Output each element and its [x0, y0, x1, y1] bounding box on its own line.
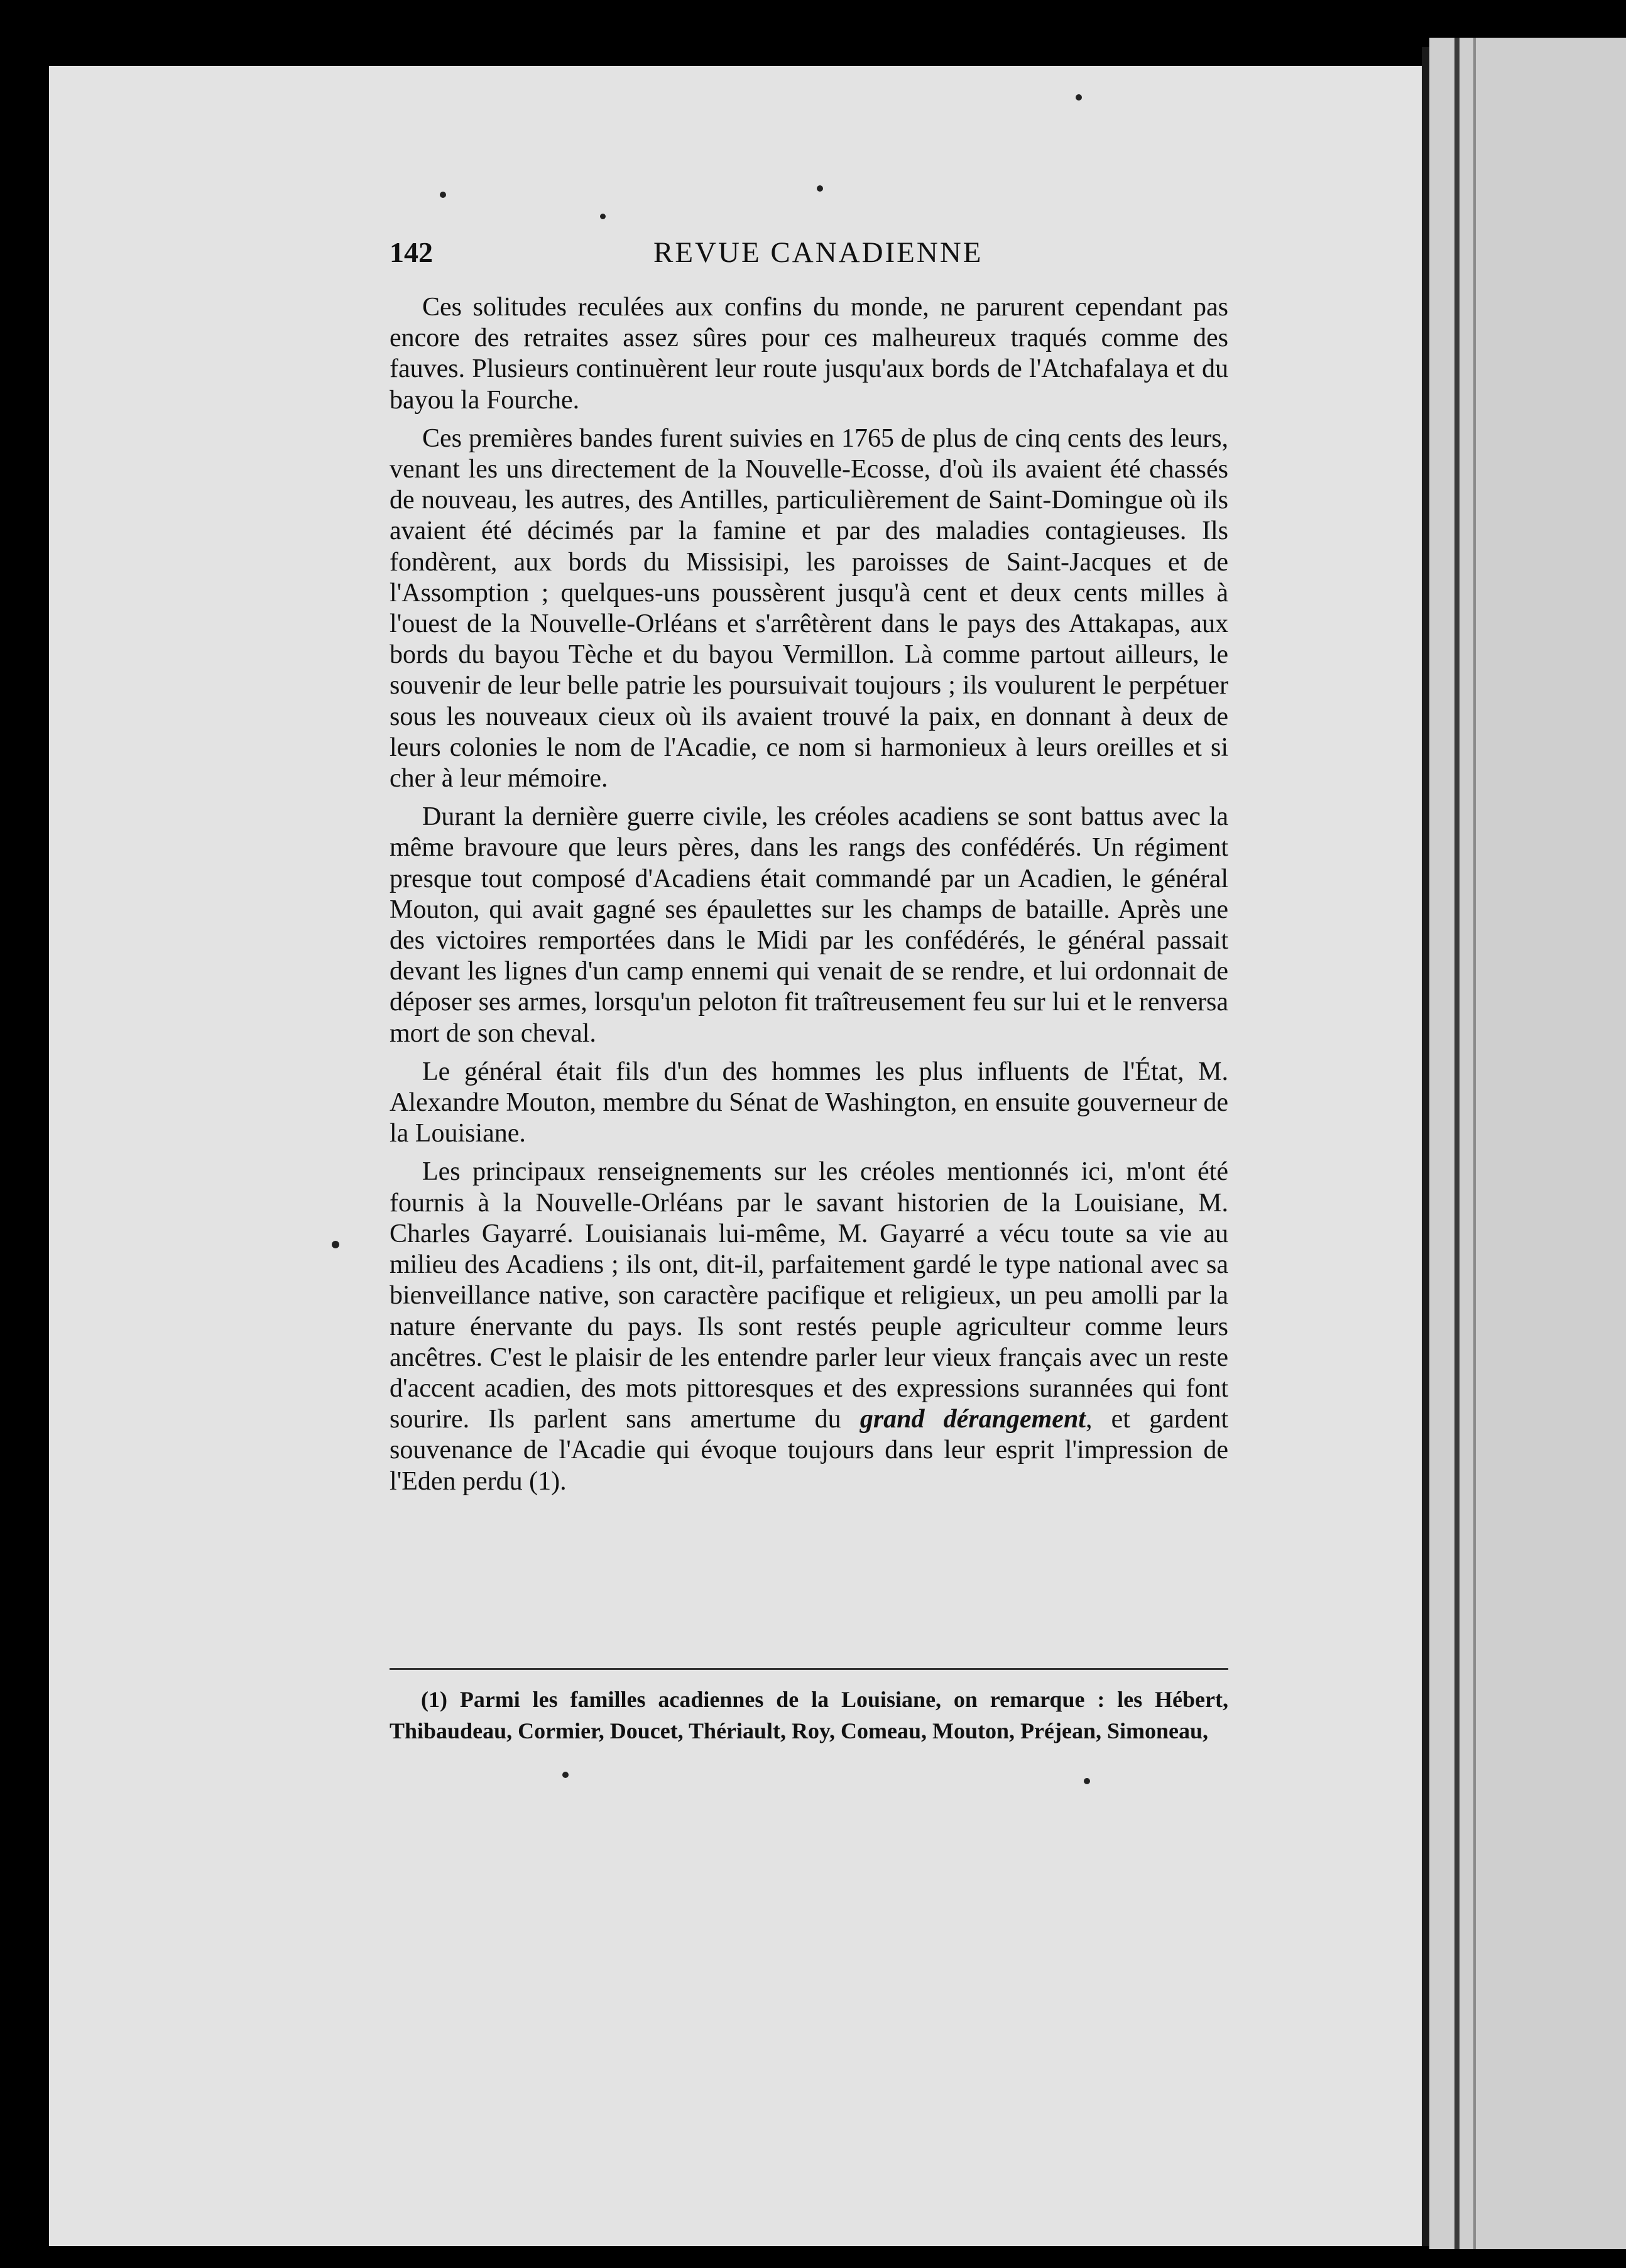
journal-title: REVUE CANADIENNE [653, 236, 983, 269]
scan-speck [562, 1772, 569, 1778]
scan-speck [332, 1241, 339, 1248]
paragraph-4: Le général était fils d'un des hommes les plus influents de l'État, M. Alexandre Mouton, membre du Sénat de Washington, en ensuite gouverneur de la Louisiane. [390, 1057, 1228, 1148]
page-fold-shadow [1454, 38, 1460, 2249]
scan-speck [1076, 94, 1082, 101]
paragraph-5-text-end: , et gardent souvenance de l'Acadie qui évoque toujours dans leur esprit l'impression de l'Eden perdu (1). [390, 1405, 1229, 1496]
paragraph-1: Ces solitudes reculées aux confins du monde, ne parurent cependant pas encore des retraites assez sûres pour ces malheureux traqués comme des fauves. Plusieurs continuèrent leur route jusqu'aux bords de l'Atchafalaya et du bayou la Fourche. [390, 293, 1228, 415]
scan-speck [600, 214, 606, 219]
paragraph-2: Ces premières bandes furent suivies en 1765 de plus de cinq cents des leurs, venant les uns directement de la Nouvelle-Ecosse, d'où ils avaient été chassés de nouveau, les autres, des Antilles, particulièrement de Saint-Domingue où ils avaient été décimés par la famine et par des maladies contagieuses. Ils fondèrent, aux bords du Missisipi, les paroisses de Saint-Jacques et de l'Assomption ; quelques-uns poussèrent jusqu'à cent et deux cents milles à l'ouest de la Nouvelle-Orléans et s'arrêtèrent dans le pays des Attakapas, aux bords du bayou Tèche et du bayou Vermillon. Là comme partout ailleurs, le souvenir de leur belle patrie les poursuivait toujours ; ils voulurent le perpétuer sous les nouveaux cieux où ils avaient trouvé la paix, en donnant à deux de leurs colonies le nom de l'Acadie, ce nom si harmonieux à leurs oreilles et si cher à leur mémoire. [390, 423, 1228, 793]
footnote-divider [390, 1668, 1228, 1670]
paragraph-3: Durant la dernière guerre civile, les créoles acadiens se sont battus avec la même bravoure que leurs pères, dans les rangs des confédérés. Un régiment presque tout composé d'Acadiens était commandé par un Acadien, le général Mouton, qui avait gagné ses épaulettes sur les champs de bataille. Après une des victoires remportées dans le Midi par les confédérés, le général passait devant les lignes d'un camp ennemi qui venait de se rendre, et lui ordonnait de déposer ses armes, lorsqu'un peloton fit traîtreusement feu sur lui et le renversa mort de son cheval. [390, 802, 1228, 1048]
scan-speck [817, 185, 823, 192]
paragraph-5 [390, 1157, 1228, 1497]
paragraph-5-text-start: Les principaux renseignements sur les créoles mentionnés ici, m'ont été fournis à la Nouvelle-Orléans par le savant historien de la Louisiane, M. Charles Gayarré. Louisianais lui-même, M. Gayarré a vécu toute sa vie au milieu des Acadiens ; ils ont, dit-il, parfaitement gardé le type national avec sa bienveillance native, son caractère pacifique et religieux, un peu amolli par la nature énervante du pays. Ils sont restés peuple agriculteur comme leurs ancêtres. C'est le plaisir de les entendre parler leur vieux français avec un reste d'accent acadien, des mots pittoresques et des expressions surannées qui font sourire. Ils parlent sans amertume du [390, 1157, 1228, 1434]
page-fold-line [1473, 38, 1476, 2249]
page-number: 142 [390, 236, 433, 268]
italic-phrase: grand dérangement [859, 1405, 1086, 1434]
body-text [390, 292, 1228, 1505]
page-edge [1422, 47, 1429, 2246]
scan-speck [1084, 1778, 1090, 1784]
running-head [390, 236, 1228, 280]
adjacent-page-edge [1429, 38, 1626, 2249]
footnote: (1) Parmi les familles acadiennes de la Louisiane, on remarque : les Hébert, Thibaudeau, Cormier, Doucet, Thériault, Roy, Comeau, Mouton, Préjean, Simoneau, [390, 1687, 1228, 1743]
scan-speck [440, 192, 446, 198]
